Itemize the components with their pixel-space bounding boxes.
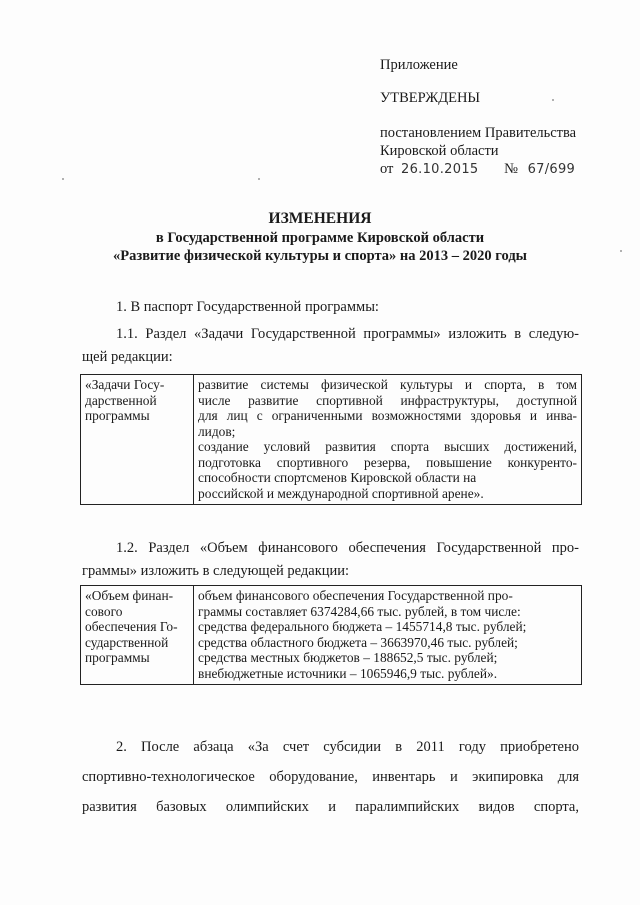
right-cell-line: объем финансового обеспечения Государственной про-	[198, 588, 513, 603]
financing-table	[80, 585, 582, 685]
section-2-line-3: развития базовых олимпийских и паралимпийских видов спорта,	[82, 799, 579, 815]
left-cell-line: обеспечения Го-	[85, 619, 178, 634]
scan-speck	[62, 178, 64, 180]
table-right-cell	[194, 375, 582, 505]
approved-label: УТВЕРЖДЕНЫ	[380, 90, 481, 106]
table-row	[81, 586, 582, 685]
handwritten-number: 67/699	[527, 162, 576, 177]
item-1-2-line-1: 1.2. Раздел «Объем финансового обеспечения Государственной про-	[116, 540, 579, 556]
item-1-1-line-1: 1.1. Раздел «Задачи Государственной программы» изложить в следую-	[116, 326, 579, 342]
title-line-3: «Развитие физической культуры и спорта» на 2013 – 2020 годы	[113, 248, 527, 264]
section-2-line-2: спортивно-технологическое оборудование, инвентарь и экипировка для	[82, 769, 579, 785]
title-line-2: в Государственной программе Кировской области	[155, 230, 485, 246]
scan-speck	[552, 99, 554, 101]
right-cell-line: развитие системы физической культуры и спорта, в том	[198, 377, 577, 392]
appendix-label: Приложение	[380, 57, 458, 73]
table-right-cell	[194, 586, 582, 685]
table-left-cell	[81, 375, 194, 505]
decree-line-1: постановлением Правительства	[380, 125, 577, 141]
handwritten-date: 26.10.2015	[401, 162, 479, 177]
left-cell-line: сударственной	[85, 634, 169, 650]
right-cell-line: российской и международной спортивной арене».	[198, 485, 484, 501]
scan-speck	[620, 250, 622, 252]
date-prefix: от	[380, 161, 394, 177]
left-cell-line: «Объем финан-	[85, 588, 174, 603]
right-cell-line: внебюджетные источники – 1065946,9 тыс. рублей».	[198, 665, 498, 681]
date-line	[380, 160, 575, 179]
right-cell-line: лидов;	[198, 423, 236, 439]
section-2-line-1: 2. После абзаца «За счет субсидии в 2011 году приобретено	[116, 739, 579, 755]
scan-speck	[258, 178, 260, 180]
document-title: ИЗМЕНЕНИЯ	[268, 210, 372, 227]
item-1-2-line-2: граммы» изложить в следующей редакции:	[82, 563, 350, 579]
right-cell-line: средства областного бюджета – 3663970,46 тыс. рублей;	[198, 634, 518, 650]
right-cell-line: средства федерального бюджета – 1455714,8 тыс. рублей;	[198, 619, 527, 634]
left-cell-line: программы	[85, 650, 150, 665]
table-left-cell	[81, 586, 194, 685]
left-cell-line: сового	[85, 603, 123, 619]
item-1: 1. В паспорт Государственной программы:	[116, 299, 379, 315]
right-cell-line: граммы составляет 6374284,66 тыс. рублей, в том числе:	[198, 603, 521, 619]
item-1-1-line-2: щей редакции:	[82, 349, 173, 365]
right-cell-line: создание условий развития спорта высших достижений,	[198, 439, 577, 454]
left-cell-line: программы	[85, 408, 150, 423]
left-cell-line: дарственной	[85, 392, 157, 408]
tasks-table	[80, 374, 582, 505]
right-cell-line: подготовка спортивного резерва, повышение конкуренто-	[198, 454, 577, 470]
decree-line-2: Кировской области	[380, 143, 499, 159]
right-cell-line: способности спортсменов Кировской области на	[198, 470, 477, 485]
table-row	[81, 375, 582, 505]
right-cell-line: средства местных бюджетов – 188652,5 тыс. рублей;	[198, 650, 498, 665]
right-cell-line: числе развитие спортивной инфраструктуры, доступной	[198, 392, 577, 408]
left-cell-line: «Задачи Госу-	[85, 377, 165, 392]
right-cell-line: для лиц с ограниченными возможностями здоровья и инва-	[198, 408, 577, 423]
number-prefix: №	[504, 161, 518, 177]
